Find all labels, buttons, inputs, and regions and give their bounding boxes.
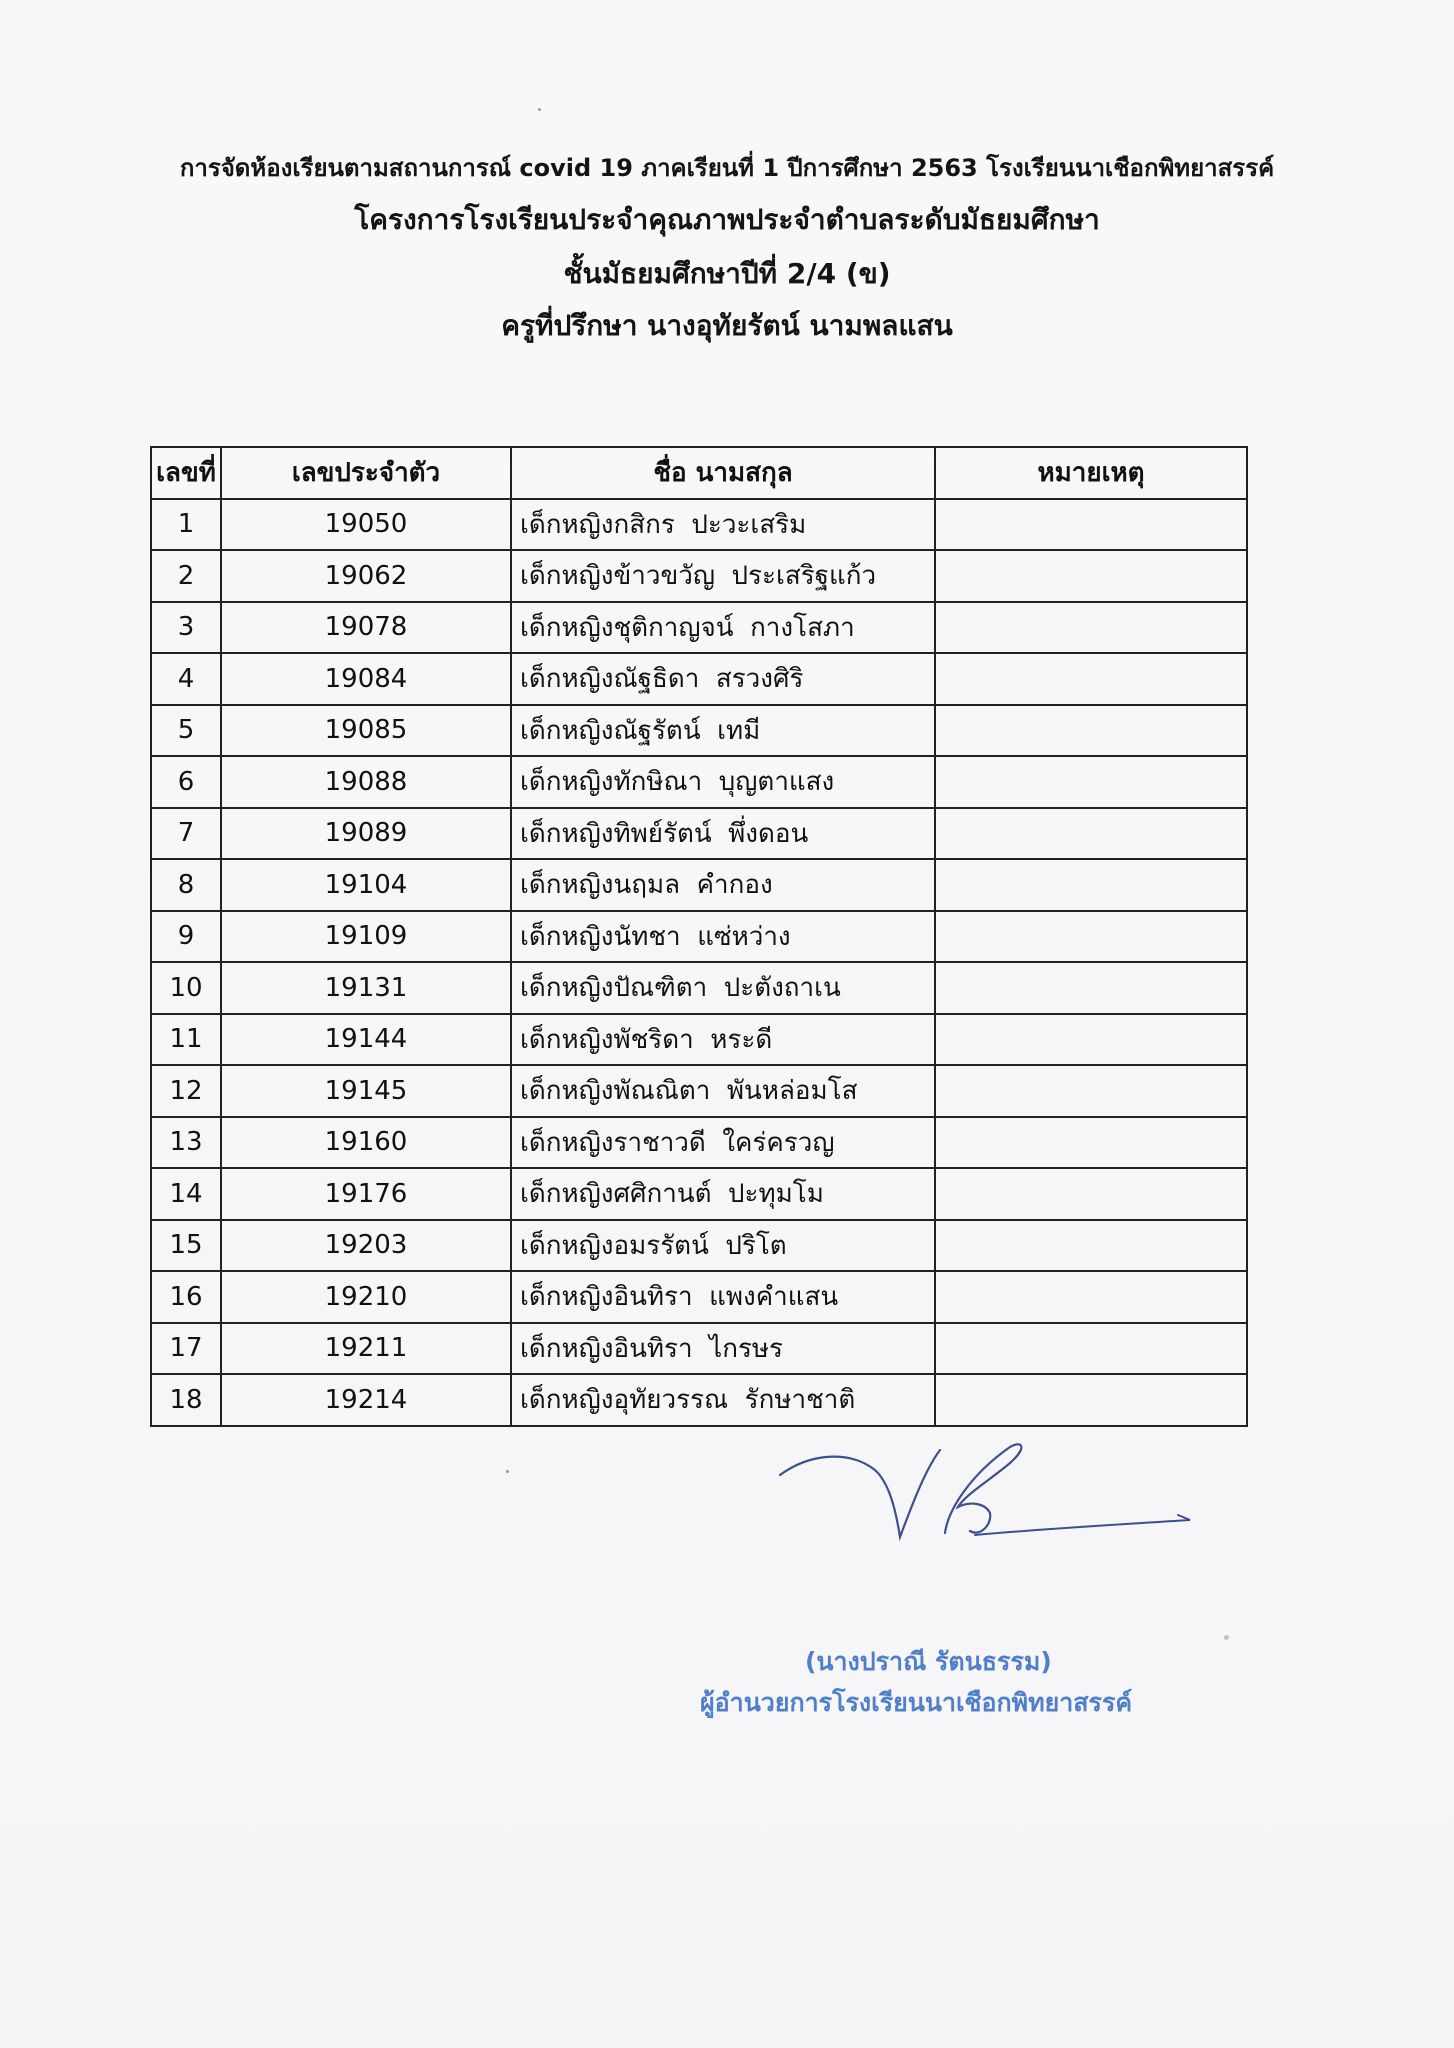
column-header-number: เลขที่	[151, 447, 221, 499]
student-id-cell: 19089	[221, 808, 511, 860]
column-header-student-id: เลขประจำตัว	[221, 447, 511, 499]
table-row	[151, 1168, 1247, 1220]
row-number-cell: 18	[151, 1374, 221, 1426]
student-id-cell: 19203	[221, 1220, 511, 1272]
note-cell	[935, 1220, 1247, 1272]
table-row	[151, 1271, 1247, 1323]
note-cell	[935, 1374, 1247, 1426]
row-number-cell: 13	[151, 1117, 221, 1169]
student-name-cell: เด็กหญิงณัฐรัตน์ เทมี	[511, 705, 935, 757]
table-row	[151, 602, 1247, 654]
table-row	[151, 1374, 1247, 1426]
student-id-cell: 19078	[221, 602, 511, 654]
note-cell	[935, 859, 1247, 911]
row-number-cell: 2	[151, 550, 221, 602]
student-name-cell: เด็กหญิงอุทัยวรรณ รักษาชาติ	[511, 1374, 935, 1426]
student-id-cell: 19131	[221, 962, 511, 1014]
student-roster-table	[150, 446, 1248, 1427]
note-cell	[935, 962, 1247, 1014]
student-name-cell: เด็กหญิงราชาวดี ใคร่ครวญ	[511, 1117, 935, 1169]
table-row	[151, 1220, 1247, 1272]
note-cell	[935, 1271, 1247, 1323]
signature-mark	[770, 1425, 1200, 1565]
note-cell	[935, 1065, 1247, 1117]
scan-speck	[1224, 1635, 1229, 1640]
table-row	[151, 1117, 1247, 1169]
table-row	[151, 705, 1247, 757]
student-id-cell: 19144	[221, 1014, 511, 1066]
document-header-line-1: การจัดห้องเรียนตามสถานการณ์ covid 19 ภาคเรียนที่ 1 ปีการศึกษา 2563 โรงเรียนนาเชือกพิทยาสรรค์	[179, 154, 1275, 182]
table-body	[151, 499, 1247, 1426]
student-name-cell: เด็กหญิงทิพย์รัตน์ พึ่งดอน	[511, 808, 935, 860]
student-name-cell: เด็กหญิงปัณฑิตา ปะตังถาเน	[511, 962, 935, 1014]
row-number-cell: 12	[151, 1065, 221, 1117]
table-row	[151, 1323, 1247, 1375]
note-cell	[935, 1323, 1247, 1375]
student-id-cell: 19050	[221, 499, 511, 551]
row-number-cell: 9	[151, 911, 221, 963]
row-number-cell: 16	[151, 1271, 221, 1323]
note-cell	[935, 550, 1247, 602]
student-name-cell: เด็กหญิงณัฐธิดา สรวงศิริ	[511, 653, 935, 705]
row-number-cell: 5	[151, 705, 221, 757]
note-cell	[935, 705, 1247, 757]
student-name-cell: เด็กหญิงชุติกาญจน์ กางโสภา	[511, 602, 935, 654]
table-row	[151, 653, 1247, 705]
student-id-cell: 19211	[221, 1323, 511, 1375]
row-number-cell: 6	[151, 756, 221, 808]
student-id-cell: 19210	[221, 1271, 511, 1323]
row-number-cell: 3	[151, 602, 221, 654]
document-header-class: ชั้นมัธยมศึกษาปีที่ 2/4 (ข)	[563, 257, 891, 290]
row-number-cell: 8	[151, 859, 221, 911]
table-row	[151, 550, 1247, 602]
table-row	[151, 962, 1247, 1014]
student-id-cell: 19160	[221, 1117, 511, 1169]
column-header-full-name: ชื่อ นามสกุล	[511, 447, 935, 499]
director-title-stamp: ผู้อำนวยการโรงเรียนนาเชือกพิทยาสรรค์	[700, 1688, 1133, 1717]
student-id-cell: 19109	[221, 911, 511, 963]
scan-speck	[506, 1470, 509, 1473]
director-name-stamp: (นางปราณี รัตนธรรม)	[805, 1647, 1052, 1676]
row-number-cell: 1	[151, 499, 221, 551]
student-id-cell: 19104	[221, 859, 511, 911]
row-number-cell: 4	[151, 653, 221, 705]
scan-speck	[538, 108, 541, 111]
row-number-cell: 10	[151, 962, 221, 1014]
note-cell	[935, 911, 1247, 963]
student-name-cell: เด็กหญิงนฤมล คำกอง	[511, 859, 935, 911]
table-row	[151, 756, 1247, 808]
note-cell	[935, 808, 1247, 860]
document-header-line-2: โครงการโรงเรียนประจำคุณภาพประจำตำบลระดับมัธยมศึกษา	[354, 203, 1100, 236]
student-id-cell: 19145	[221, 1065, 511, 1117]
student-name-cell: เด็กหญิงพัณณิตา พันหล่อมโส	[511, 1065, 935, 1117]
row-number-cell: 14	[151, 1168, 221, 1220]
note-cell	[935, 1117, 1247, 1169]
row-number-cell: 15	[151, 1220, 221, 1272]
student-name-cell: เด็กหญิงอินทิรา แพงคำแสน	[511, 1271, 935, 1323]
student-id-cell: 19214	[221, 1374, 511, 1426]
note-cell	[935, 602, 1247, 654]
student-id-cell: 19176	[221, 1168, 511, 1220]
table-row	[151, 499, 1247, 551]
student-name-cell: เด็กหญิงนัทชา แซ่หว่าง	[511, 911, 935, 963]
student-name-cell: เด็กหญิงทักษิณา บุญตาแสง	[511, 756, 935, 808]
student-id-cell: 19085	[221, 705, 511, 757]
document-header-advisor: ครูที่ปรึกษา นางอุทัยรัตน์ นามพลแสน	[501, 309, 953, 342]
student-id-cell: 19084	[221, 653, 511, 705]
note-cell	[935, 1014, 1247, 1066]
student-id-cell: 19062	[221, 550, 511, 602]
note-cell	[935, 756, 1247, 808]
student-name-cell: เด็กหญิงอินทิรา ไกรษร	[511, 1323, 935, 1375]
row-number-cell: 7	[151, 808, 221, 860]
table-row	[151, 859, 1247, 911]
row-number-cell: 11	[151, 1014, 221, 1066]
student-name-cell: เด็กหญิงข้าวขวัญ ประเสริฐแก้ว	[511, 550, 935, 602]
note-cell	[935, 653, 1247, 705]
table-row	[151, 1014, 1247, 1066]
table-header-row	[151, 447, 1247, 499]
student-name-cell: เด็กหญิงกสิกร ปะวะเสริม	[511, 499, 935, 551]
table-row	[151, 808, 1247, 860]
student-id-cell: 19088	[221, 756, 511, 808]
student-name-cell: เด็กหญิงอมรรัตน์ ปริโต	[511, 1220, 935, 1272]
student-name-cell: เด็กหญิงพัชริดา หระดี	[511, 1014, 935, 1066]
row-number-cell: 17	[151, 1323, 221, 1375]
table-row	[151, 911, 1247, 963]
column-header-note: หมายเหตุ	[935, 447, 1247, 499]
note-cell	[935, 499, 1247, 551]
student-name-cell: เด็กหญิงศศิกานต์ ปะทุมโม	[511, 1168, 935, 1220]
table-row	[151, 1065, 1247, 1117]
note-cell	[935, 1168, 1247, 1220]
